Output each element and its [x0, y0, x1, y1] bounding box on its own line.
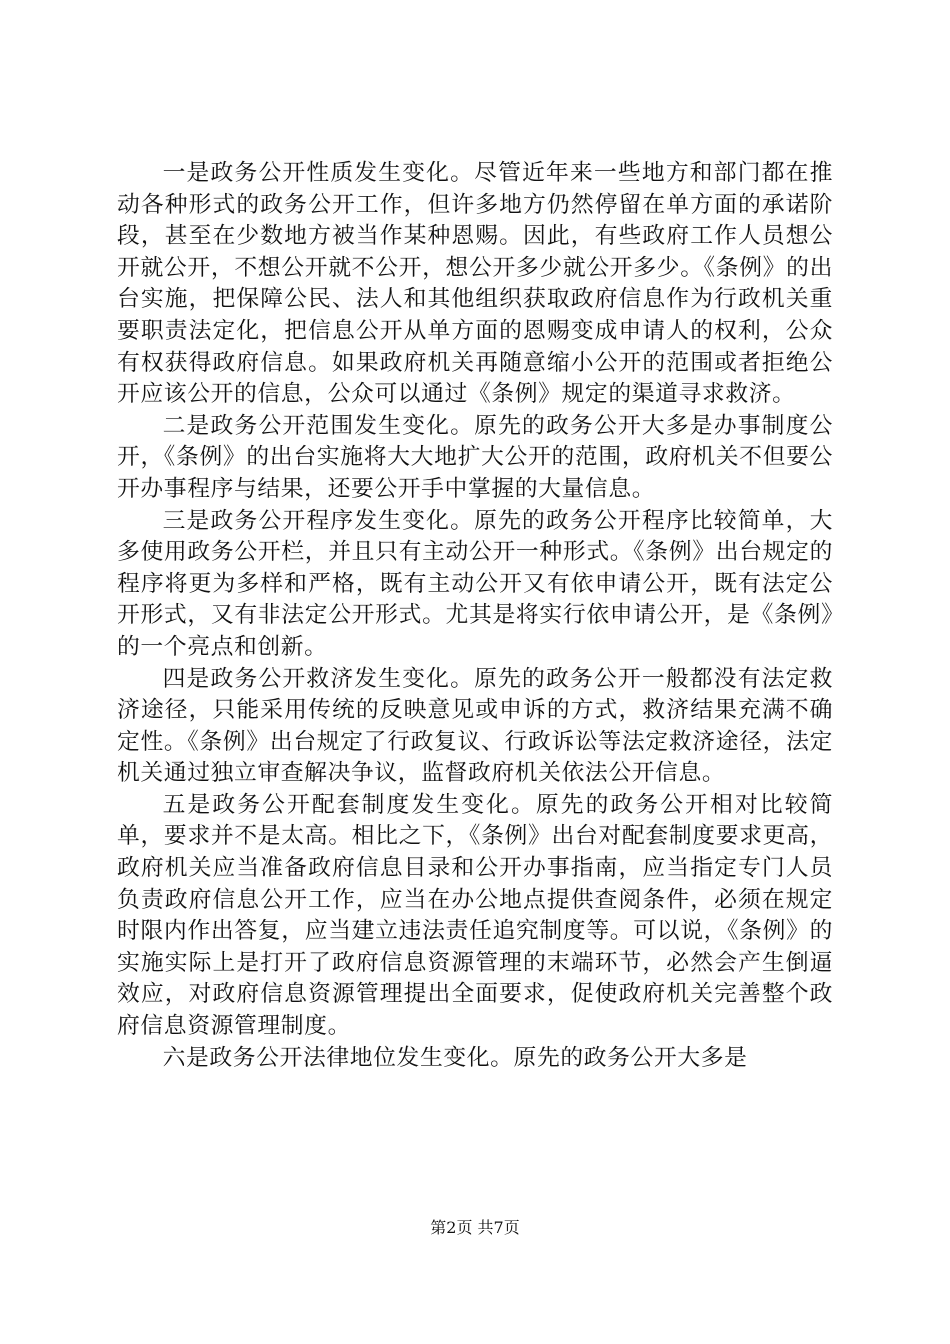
paragraph-legal-status-change: 六是政务公开法律地位发生变化。原先的政务公开大多是 — [162, 1044, 748, 1071]
paragraph-nature-change: 一是政务公开性质发生变化。尽管近年来一些地方和部门都在推动各种形式的政务公开工作，但许多地方仍然停留在单方面的承诺阶段，甚至在少数地方被当作某种恩赐。因此，有些政府工作人员想公开就公开，不想公开就不公开，想公开多少就公开多少。《条例》的出台实施，把保障公民、法人和其他组织获取政府信息作为行政机关重要职责法定化，把信息公开从单方面的恩赐变成申请人的权利，公众有权获得政府信息。如果政府机关再随意缩小公开的范围或者拒绝公开应该公开的信息，公众可以通过《条例》规定的渠道寻求救济。 — [117, 160, 833, 408]
paragraph-supporting-system-change: 五是政务公开配套制度发生变化。原先的政务公开相对比较简单，要求并不是太高。相比之下，《条例》出台对配套制度要求更高，政府机关应当准备政府信息目录和公开办事指南，应当指定专门人员负责政府信息公开工作，应当在办公地点提供查阅条件，必须在规定时限内作出答复，应当建立违法责任追究制度等。可以说，《条例》的实施实际上是打开了政府信息资源管理的末端环节，必然会产生倒逼效应，对政府信息资源管理提出全面要求，促使政府机关完善整个政府信息资源管理制度。 — [117, 791, 833, 1040]
page-number-footer: 第2页 共7页 — [430, 1218, 520, 1237]
paragraph-procedure-change: 三是政务公开程序发生变化。原先的政务公开程序比较简单，大多使用政务公开栏，并且只有主动公开一种形式。《条例》出台规定的程序将更为多样和严格，既有主动公开又有依申请公开，既有法定公开形式，又有非法定公开形式。尤其是将实行依申请公开，是《条例》的一个亮点和创新。 — [117, 507, 833, 660]
document-body — [117, 158, 833, 1074]
paragraph-remedy-change: 四是政务公开救济发生变化。原先的政务公开一般都没有法定救济途径，只能采用传统的反映意见或申诉的方式，救济结果充满不确定性。《条例》出台规定了行政复议、行政诉讼等法定救济途径，法定机关通过独立审查解决争议，监督政府机关依法公开信息。 — [117, 665, 833, 787]
paragraph-scope-change: 二是政务公开范围发生变化。原先的政务公开大多是办事制度公开，《条例》的出台实施将大大地扩大公开的范围，政府机关不但要公开办事程序与结果，还要公开手中掌握的大量信息。 — [117, 412, 833, 502]
